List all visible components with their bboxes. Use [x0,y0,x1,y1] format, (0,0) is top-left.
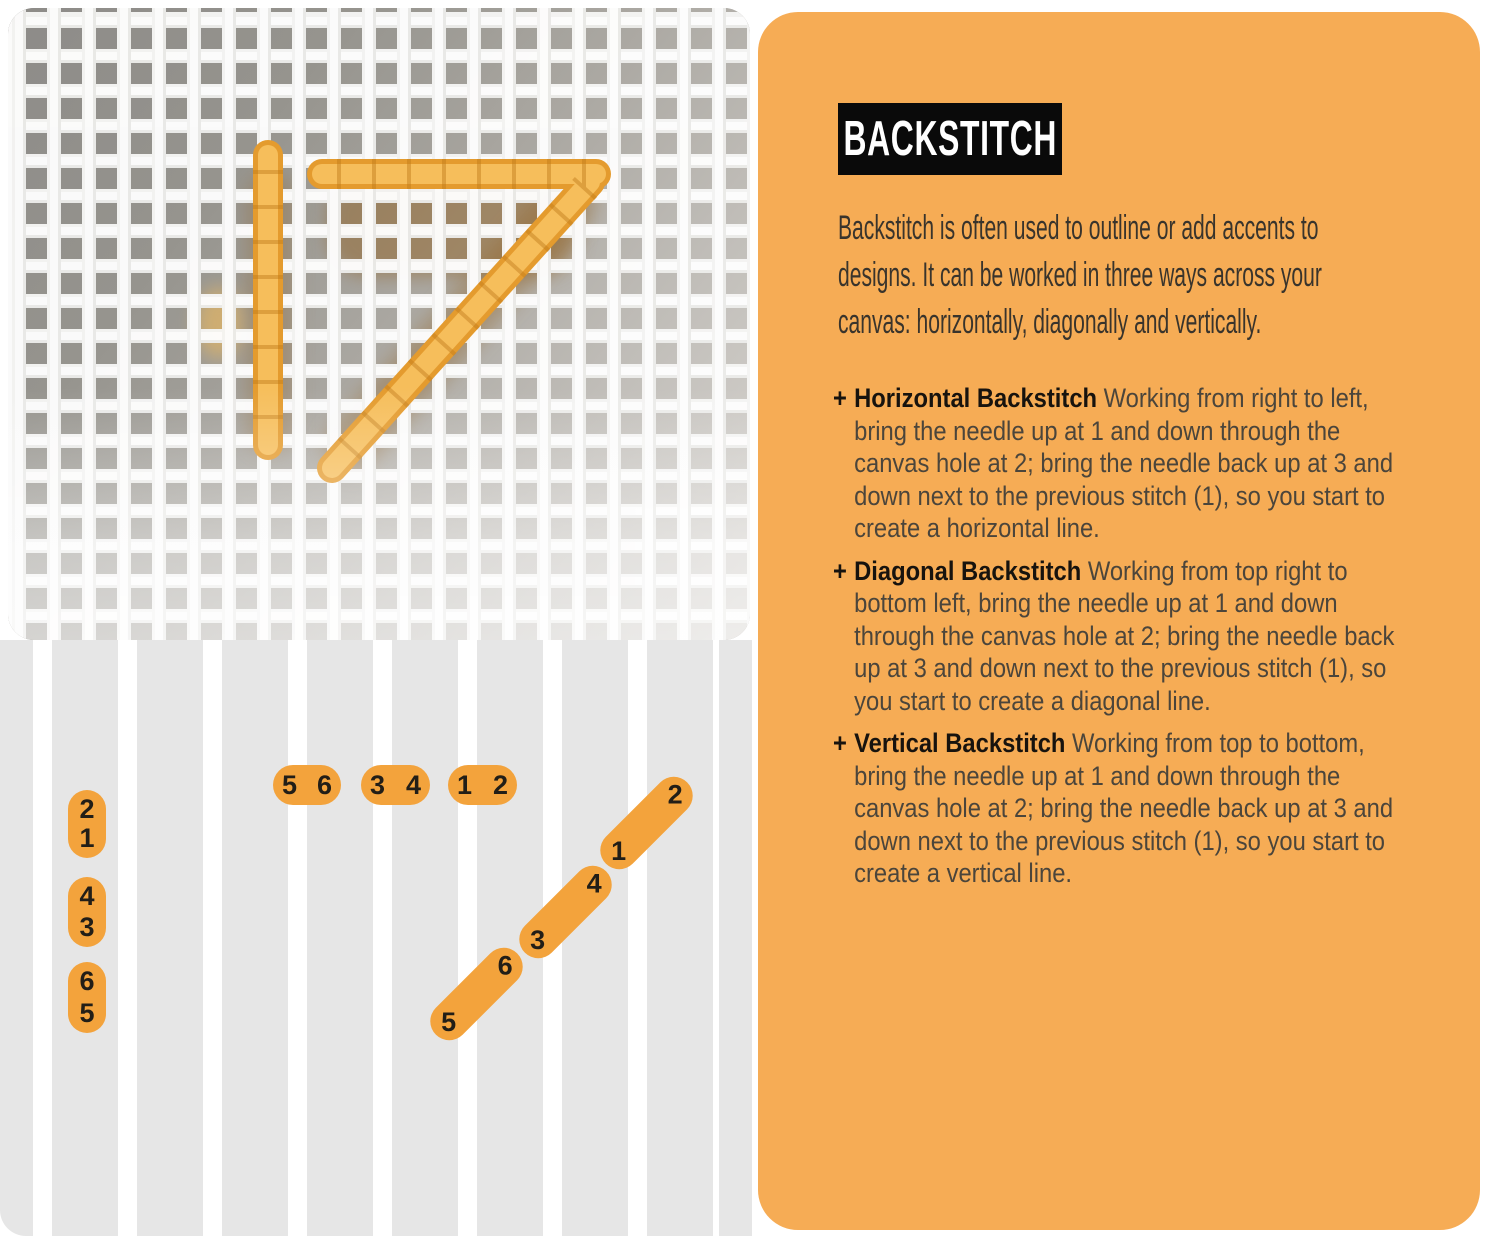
instruction-panel [758,12,1480,1230]
vertical-backstitch-pill [68,962,106,1033]
stitch-number: 6 [497,950,513,981]
bullet-text: Diagonal Backstitch Working from top right to bottom left, bring the needle up at 1 and down through the canvas hole at 2; bring the needle back up at 3 and down next to the previous stitch (1), so you start to create a diagonal line. [854,555,1395,716]
vertical-backstitch-pill [68,877,106,947]
stitch-number: 3 [370,769,386,800]
horizontal-backstitch-pill [361,765,430,805]
stitch-diagram [0,640,752,1236]
stitch-number: 3 [529,924,545,955]
horizontal-backstitch-pill [273,765,341,805]
bullet-text: Vertical Backstitch Working from top to bottom, bring the needle up at 1 and down through the canvas hole at 2; bring the needle back up at 3 and down next to the previous stitch (1), so you start to create a vertical line. [854,728,1394,888]
stitch-number: 6 [316,769,332,800]
stitch-number: 2 [79,794,95,824]
plus-bullet-icon: + [833,383,847,413]
stitch-number: 3 [79,912,95,942]
plus-bullet-icon: + [833,728,847,758]
bullet-text: Horizontal Backstitch Working from right to left, bring the needle up at 1 and down through the canvas hole at 2; bring the needle back up at 3 and down next to the previous stitch (1), so you start to create a horizontal line. [854,383,1394,543]
intro-paragraph: Backstitch is often used to outline or add accents to designs. It can be worked in three ways across your canvas: horizontally, diagonally and vertically. [838,209,1322,341]
bullet-label: Diagonal Backstitch [854,555,1082,586]
section-title-box [838,103,1062,175]
bullet-diagonal-backstitch [833,555,1414,718]
bullet-vertical-backstitch [833,727,1414,890]
bullet-label: Vertical Backstitch [854,728,1066,758]
stitch-number: 4 [586,868,602,899]
bullet-list [833,382,1414,900]
page-title: BACKSTITCH [843,112,1057,166]
plus-bullet-icon: + [833,555,847,586]
stitched-canvas-photo [8,8,750,640]
bullet-horizontal-backstitch [833,382,1414,545]
stitch-number: 5 [440,1006,456,1037]
bullet-label: Horizontal Backstitch [854,383,1098,413]
stitch-number: 1 [79,823,95,853]
vertical-backstitch-pill [68,790,106,858]
stitch-number: 4 [79,881,95,911]
stitch-number: 5 [282,769,298,800]
canvas-grid [0,640,752,1236]
stitch-number: 2 [667,779,683,810]
stitch-number: 4 [405,769,421,800]
photo-light-fade [8,8,750,640]
stitch-number: 1 [610,835,626,866]
stitch-number: 2 [492,769,508,800]
stitch-number: 6 [79,966,95,996]
horizontal-backstitch-pill [448,765,517,805]
stitch-number: 5 [79,998,95,1028]
stitch-number: 1 [457,769,473,800]
